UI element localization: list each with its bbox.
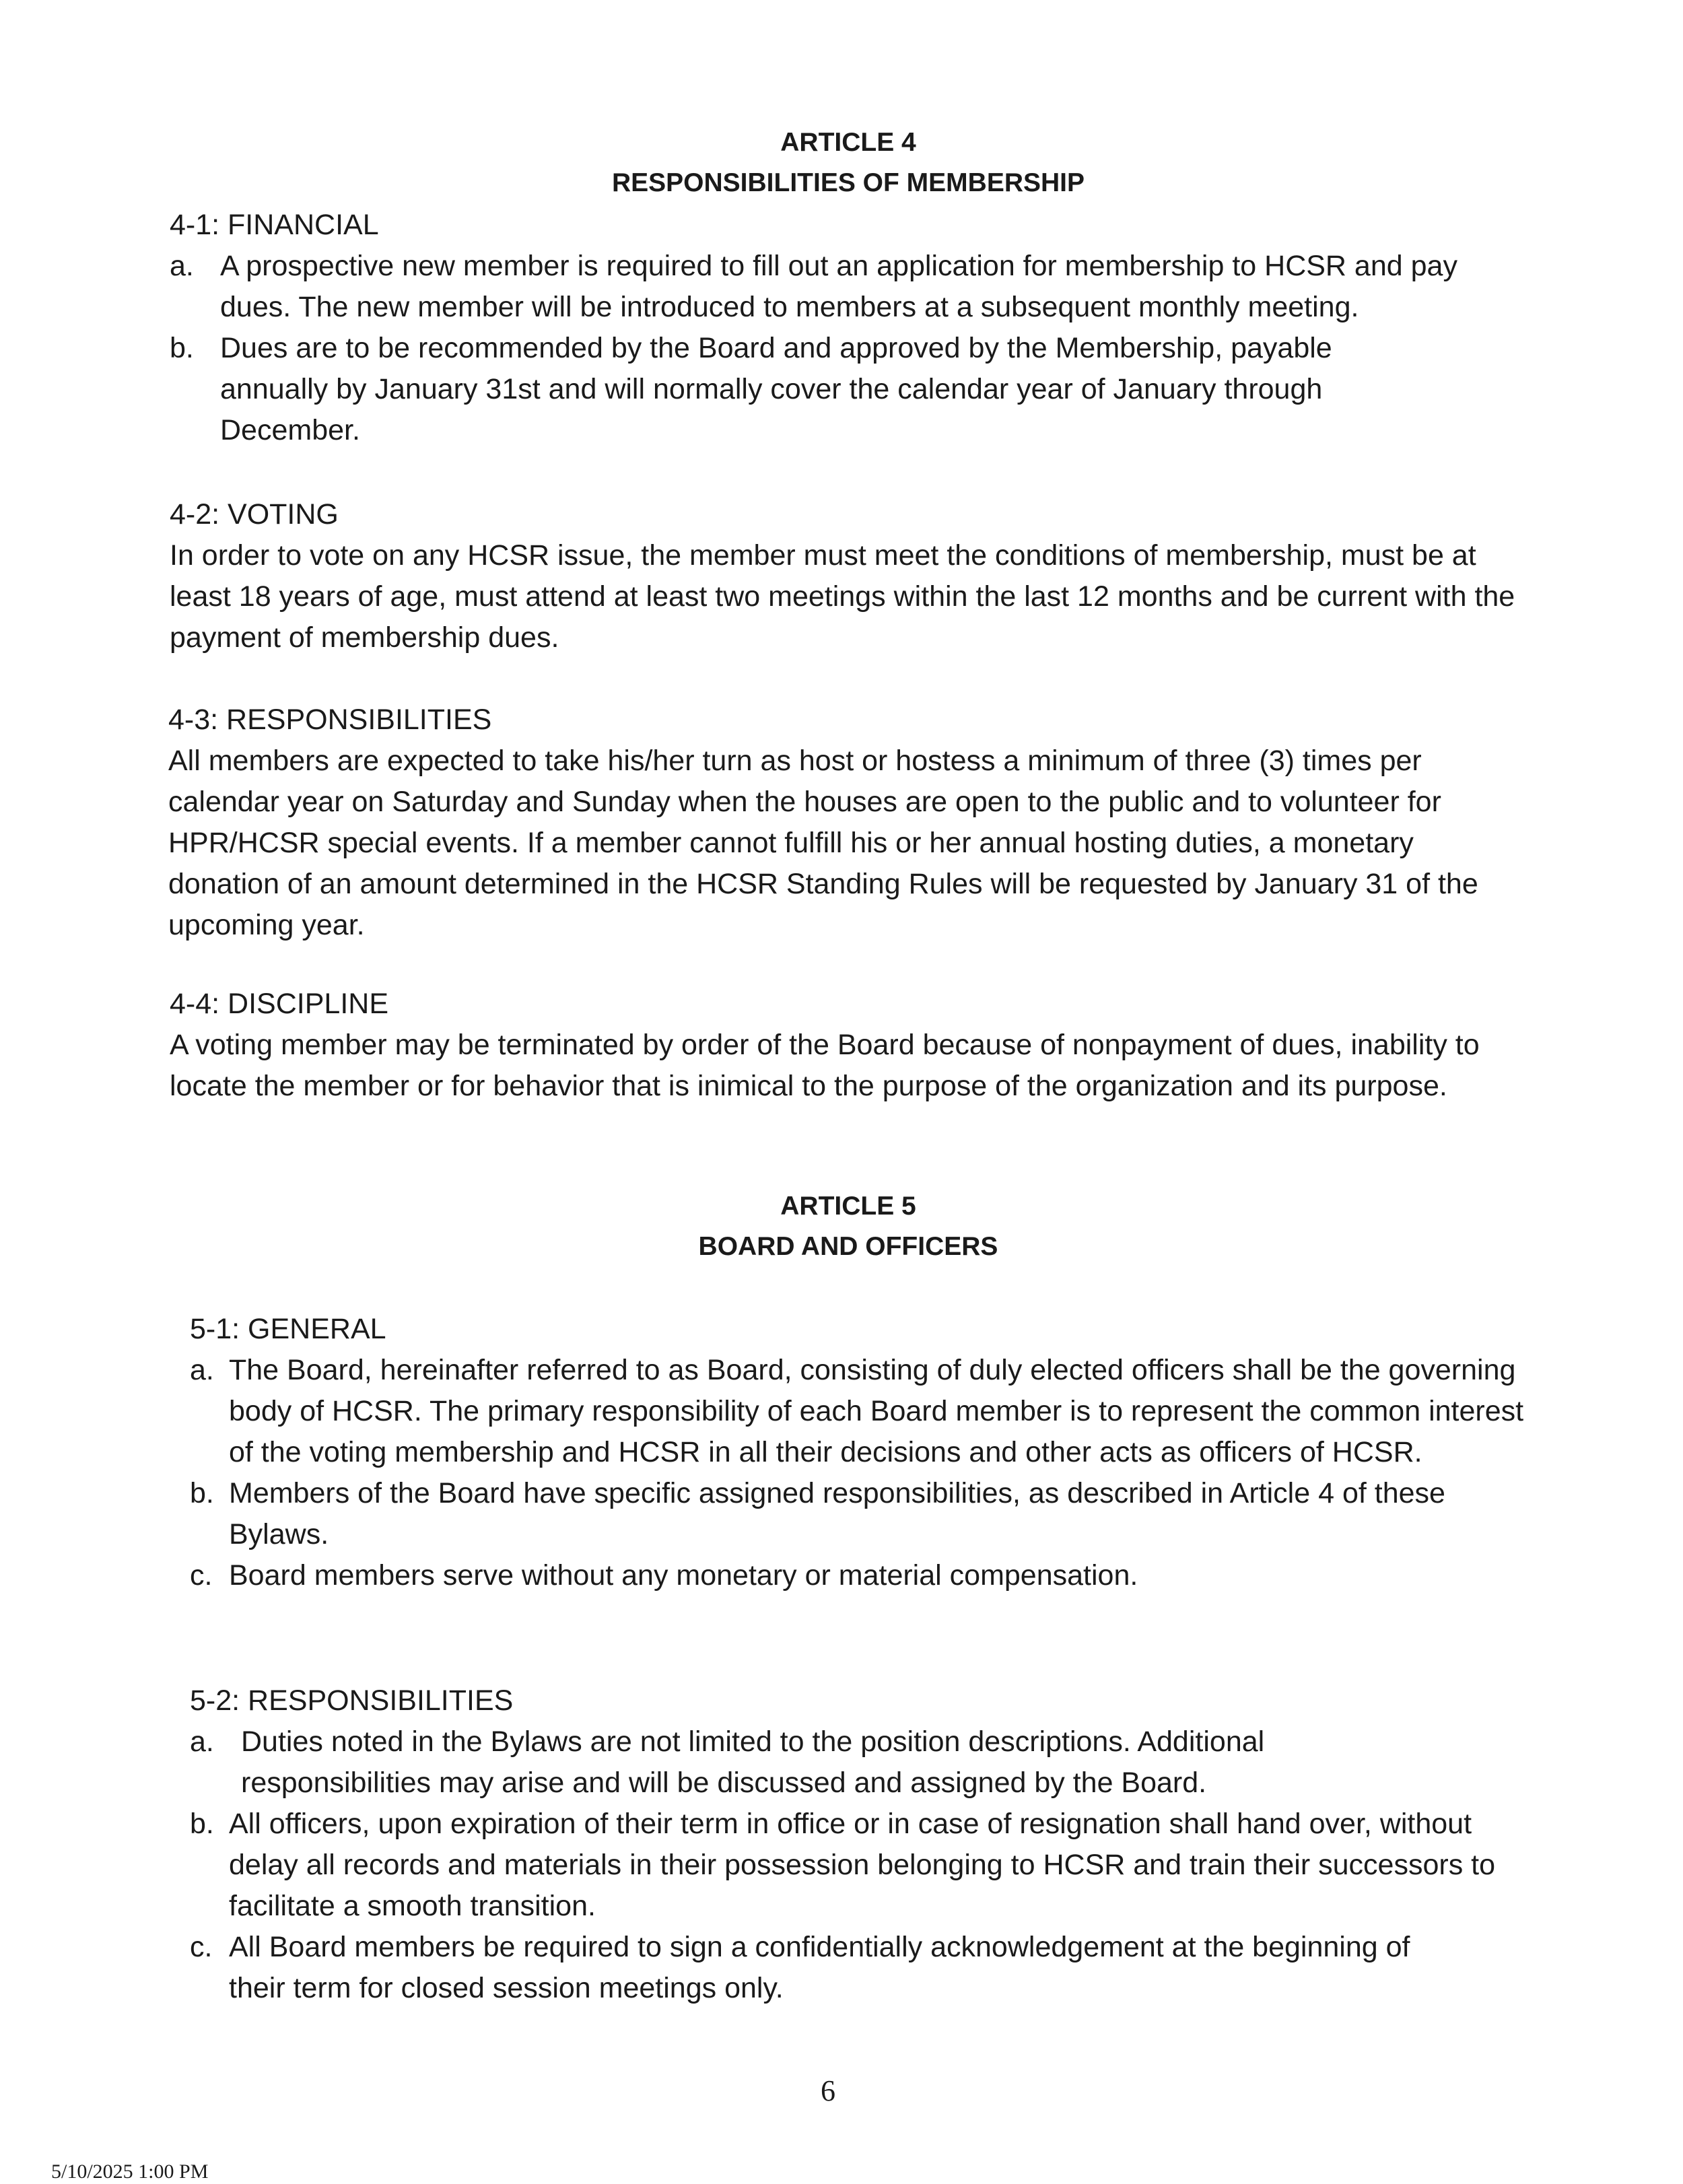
section-5-2 — [190, 1680, 1530, 2009]
list-item — [190, 1473, 1530, 1555]
section-4-3-body: All members are expected to take his/her turn as host or hostess a minimum of three (3) times per calendar year on Saturday and Sunday when the houses are open to the public and to volunteer for HPR/HCSR special events. If a member cannot fulfill his or her annual hosting duties, a monetary donation of an amount determined in the HCSR Standing Rules will be requested by January 31 of the upcoming year. — [168, 745, 1478, 941]
list-item-marker: b. — [170, 332, 194, 364]
section-5-1-heading: 5-1: GENERAL — [190, 1313, 386, 1345]
list-item-text: All Board members be required to sign a confidentially acknowledgement at the beginning of their term for closed session meetings only. — [229, 1931, 1410, 2004]
list-item — [190, 1927, 1530, 2009]
list-item-text: The Board, hereinafter referred to as Board, consisting of duly elected officers shall be the governing body of HCSR. The primary responsibility of each Board member is to represent the common interest of the voting membership and HCSR in all their decisions and other acts as officers of HCSR. — [229, 1354, 1524, 1468]
article-4-number: ARTICLE 4 — [780, 128, 916, 157]
print-timestamp: 5/10/2025 1:00 PM — [51, 2160, 209, 2183]
list-item-text: Board members serve without any monetary or material compensation. — [229, 1559, 1138, 1592]
list-item — [190, 1721, 1530, 1804]
list-item-marker: a. — [190, 1726, 214, 1758]
section-4-4-body: A voting member may be terminated by order of the Board because of nonpayment of dues, inability to locate the member or for behavior that is inimical to the purpose of the organization and its purpose. — [170, 1029, 1480, 1102]
section-4-2-heading: 4-2: VOTING — [170, 498, 339, 531]
list-item-marker: c. — [190, 1559, 213, 1592]
article-5-title: BOARD AND OFFICERS — [698, 1232, 998, 1261]
list-item — [190, 1804, 1530, 1927]
list-item-text: Duties noted in the Bylaws are not limited to the position descriptions. Additional responsibilities may arise and will be discussed and assigned by the Board. — [241, 1726, 1265, 1799]
list-item-text: All officers, upon expiration of their term in office or in case of resignation shall hand over, without delay all records and materials in their possession belonging to HCSR and train their successors to facilitate a smooth transition. — [229, 1808, 1495, 1922]
list-item-text: Dues are to be recommended by the Board and approved by the Membership, payable annually by January 31st and will normally cover the calendar year of January through December. — [220, 332, 1332, 446]
list-item-text: Members of the Board have specific assigned responsibilities, as described in Article 4 of these Bylaws. — [229, 1477, 1445, 1550]
section-4-3 — [168, 699, 1521, 946]
section-4-1-heading: 4-1: FINANCIAL — [170, 209, 379, 241]
list-item — [170, 328, 1523, 451]
section-4-2-body: In order to vote on any HCSR issue, the member must meet the conditions of membership, must be at least 18 years of age, must attend at least two meetings within the last 12 months and be current with the payment of membership dues. — [170, 539, 1515, 654]
list-item — [190, 1555, 1530, 1596]
section-4-2 — [170, 494, 1536, 658]
section-4-3-heading: 4-3: RESPONSIBILITIES — [168, 704, 492, 736]
section-5-2-heading: 5-2: RESPONSIBILITIES — [190, 1684, 514, 1717]
article-4-header — [0, 123, 1683, 203]
section-4-4-heading: 4-4: DISCIPLINE — [170, 988, 388, 1020]
list-item-marker: c. — [190, 1931, 213, 1963]
list-item-text: A prospective new member is required to fill out an application for membership to HCSR and pay dues. The new member will be introduced to members at a subsequent monthly meeting. — [220, 250, 1457, 323]
section-4-1 — [170, 205, 1523, 451]
list-item — [170, 246, 1523, 328]
section-4-4 — [170, 984, 1509, 1107]
article-4-title: RESPONSIBILITIES OF MEMBERSHIP — [611, 168, 1085, 197]
list-item-marker: b. — [190, 1477, 214, 1509]
list-item-marker: a. — [170, 250, 194, 282]
list-item-marker: b. — [190, 1808, 214, 1840]
section-5-1 — [190, 1309, 1530, 1596]
article-5-header — [0, 1186, 1683, 1267]
list-item — [190, 1350, 1530, 1473]
article-5-number: ARTICLE 5 — [780, 1192, 916, 1221]
list-item-marker: a. — [190, 1354, 214, 1386]
page-number: 6 — [821, 2074, 835, 2107]
